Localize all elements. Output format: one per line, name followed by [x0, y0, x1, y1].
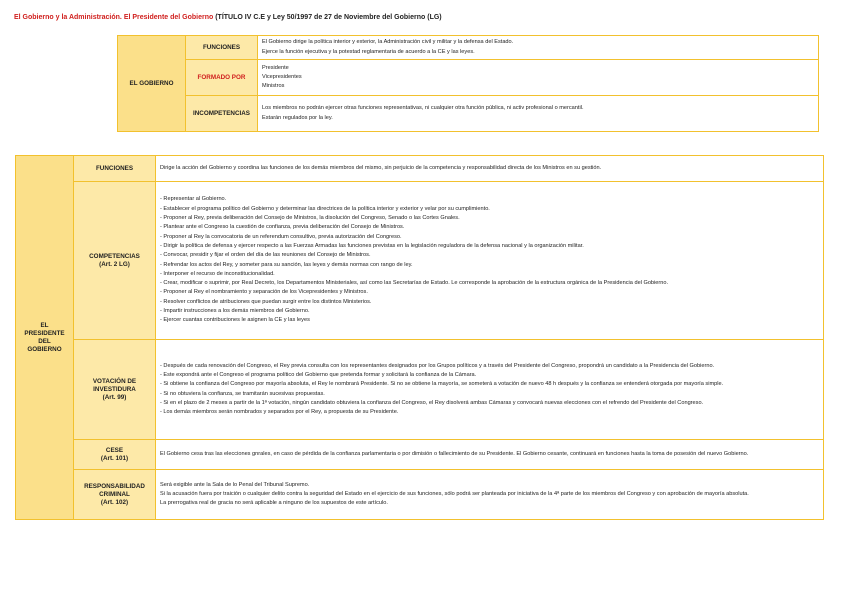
text-line: Los miembros no podrán ejercer otras funciones representativas, ni cualquier otra función pública, ni activ profesional o mercantil. [262, 105, 584, 112]
list-item: - Crear, modificar o suprimir, por Real Decreto, los Departamentos Ministeriales, así como las Secretarías de Estado. Le corresponde la aprobación de la estructura orgánica de la Presidencia del Gobierno. [160, 280, 669, 287]
list-item: - Proponer al Rey la convocatoria de un referendum consultivo, previa autorización del Congreso. [160, 233, 402, 240]
text-line: Ministros [262, 83, 285, 90]
list-item: - Establecer el programa político del Gobierno y determinar las directrices de la política interior y exterior y velar por su cumplimiento. [160, 205, 490, 212]
presidente-funciones-text [156, 156, 824, 182]
text-line: La prerrogativa real de gracia no será aplicable a ninguno de los supuestos de este artículo. [160, 500, 388, 507]
list-item: - Plantear ante el Congreso la cuestión de confianza, previa deliberación del Consejo de Ministros. [160, 224, 405, 231]
gobierno-table [117, 35, 819, 132]
cese-text [156, 440, 824, 470]
text-line: Vicepresidentes [262, 73, 302, 80]
votacion-title: VOTACIÓN DE INVESTIDURA [92, 377, 137, 393]
presidente-table [15, 155, 824, 520]
list-item: - Los demás miembros serán nombrados y separados por el Rey, a propuesta de su Presidente. [160, 409, 399, 416]
gobierno-formado-text [258, 60, 819, 96]
gobierno-funciones-text [258, 36, 819, 60]
list-item: - Después de cada renovación del Congreso, el Rey previa consulta con los representantes designados por los Grupos políticos y a través del Presidente del Congreso, propondrá un candidato a la Presidencia del Gobierno. [160, 362, 715, 369]
text-line: El Gobierno dirige la política interior y exterior, la Administración civil y militar y la defensa del Estado. [262, 39, 514, 46]
votacion-ref: (Art. 99) [102, 393, 127, 401]
responsabilidad-ref: (Art. 102) [100, 498, 129, 506]
cese-head [74, 440, 156, 470]
gobierno-incompetencias-head: INCOMPETENCIAS [186, 96, 258, 132]
text-line: Será exigible ante la Sala de lo Penal del Tribunal Supremo. [160, 481, 310, 488]
votacion-head [74, 340, 156, 440]
list-item: - Este expondrá ante el Congreso el programa político del Gobierno que pretenda formar y solicitará la confianza de la Cámara. [160, 371, 477, 378]
presidente-funciones-head: FUNCIONES [74, 156, 156, 182]
gobierno-funciones-head: FUNCIONES [186, 36, 258, 60]
list-item: - Impartir instrucciones a los demás miembros del Gobierno. [160, 307, 310, 314]
page-title [14, 14, 834, 21]
responsabilidad-text [156, 470, 824, 520]
title-reference: (TÍTULO IV C.E y Ley 50/1997 de 27 de Noviembre del Gobierno (LG) [213, 14, 442, 21]
gobierno-incompetencias-text [258, 96, 819, 132]
cese-title: CESE [105, 446, 124, 454]
list-item: - Proponer al Rey, previa deliberación del Consejo de Ministros, la disolución del Congreso, Senado o las Cortes Gnales. [160, 215, 460, 222]
text-line: Dirige la acción del Gobierno y coordina las funciones de los demás miembros del mismo, sin perjuicio de la competencia y responsabilidad directa de los Ministros en su gestión. [160, 164, 602, 171]
list-item: - Resolver conflictos de atribuciones que puedan surgir entre los distintos Ministerios. [160, 298, 372, 305]
list-item: - Dirigir la política de defensa y ejercer respecto a las Fuerzas Armadas las funciones previstas en la legislación reguladora de la defensa nacional y la organización militar. [160, 242, 584, 249]
gobierno-label: EL GOBIERNO [118, 36, 186, 132]
text-line: Si la acusación fuera por traición o cualquier delito contra la seguridad del Estado en el ejercicio de sus funciones, sólo podrá ser planteada por iniciativa de la 4ª parte de los miembros del Congreso y con aprobación de mayoría absoluta. [160, 490, 749, 497]
list-item: - Interponer el recurso de inconstitucionalidad. [160, 270, 275, 277]
votacion-text [156, 340, 824, 440]
text-line: El Gobierno cesa tras las elecciones gnrales, en caso de pérdida de la confianza parlamentaria o por dimisión o fallecimiento de su Presidente. El Gobierno cesante, continuará en funciones hasta la toma de posesión del nuevo Gobierno. [160, 450, 749, 457]
list-item: - Convocar, presidir y fijar el orden del día de las reuniones del Consejo de Ministros. [160, 252, 371, 259]
text-line: Estarán regulados por la ley. [262, 114, 333, 121]
competencias-text [156, 182, 824, 340]
list-item: - Proponer al Rey el nombramiento y separación de los Vicepresidentes y Ministros. [160, 289, 368, 296]
competencias-head [74, 182, 156, 340]
title-main: El Gobierno y la Administración. El Presidente del Gobierno [14, 14, 214, 21]
list-item: - Ejercer cuantas contribuciones le asignen la CE y las leyes [160, 317, 310, 324]
responsabilidad-head [74, 470, 156, 520]
list-item: - Representar al Gobierno. [160, 196, 227, 203]
gobierno-formado-head: FORMADO POR [186, 60, 258, 96]
list-item: - Refrendar los actos del Rey, y someter para su sanción, las leyes y demás normas con rango de ley. [160, 261, 413, 268]
list-item: - Si obtiene la confianza del Congreso por mayoría absoluta, el Rey le nombrará Presidente. Si no se obtiene la mayoría, se someterá a votación de nuevo 48 h después y la confianza se entenderá otorgada por mayoría simple. [160, 381, 724, 388]
presidente-label [16, 156, 74, 520]
responsabilidad-title: RESPONSABILIDAD CRIMINAL [84, 482, 145, 498]
list-item: - Si no obtuviera la confianza, se tramitarán sucesivas propuestas. [160, 390, 325, 397]
competencias-title: COMPETENCIAS [89, 252, 140, 260]
list-item: - Si en el plazo de 2 meses a partir de la 1ª votación, ningún candidato obtuviera la confianza del Congreso, el Rey disolverá ambas Cámaras y convocará nuevas elecciones con el refrendo del Presidente del Congreso. [160, 399, 704, 406]
text-line: Presidente [262, 64, 289, 71]
text-line: Ejerce la función ejecutiva y la potestad reglamentaria de acuerdo a la CE y las leyes. [262, 48, 475, 55]
competencias-ref: (Art. 2 LG) [99, 260, 130, 268]
presidente-label-text: EL PRESIDENTE DEL GOBIERNO [24, 321, 65, 353]
cese-ref: (Art. 101) [100, 454, 129, 462]
